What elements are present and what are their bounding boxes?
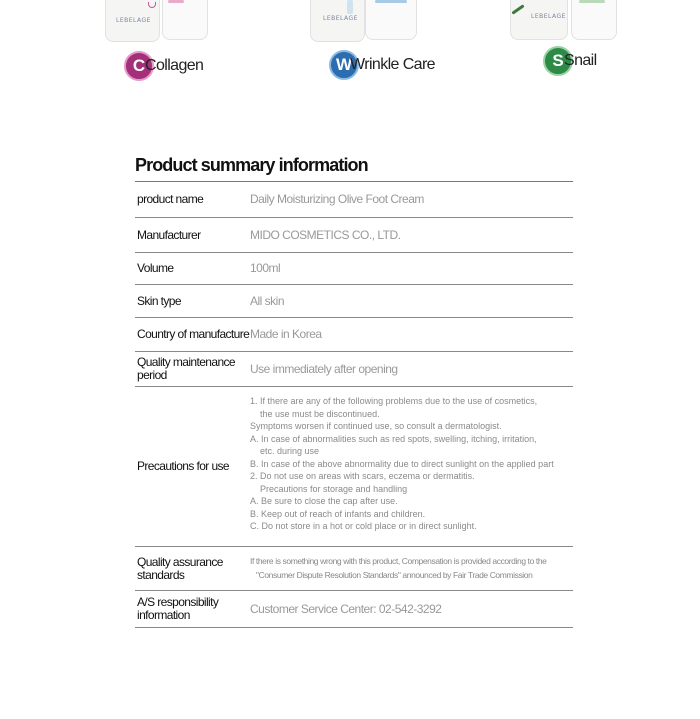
row-value: All skin <box>250 293 285 308</box>
tube-accent <box>375 0 407 3</box>
row-quality-maintenance-period <box>135 352 573 387</box>
row-label: product name <box>137 192 204 206</box>
row-value: MIDO COSMETICS CO., LTD. <box>250 227 401 242</box>
product-collagen <box>100 0 220 90</box>
row-label: Volume <box>137 261 174 275</box>
precaution-line: A. In case of abnormalities such as red spots, swelling, itching, irritation, <box>250 433 537 444</box>
row-precautions-for-use <box>135 387 573 547</box>
quality-assurance-line: If there is something wrong with this product, Compensation is provided according to the <box>250 556 547 566</box>
row-value: Use immediately after opening <box>250 361 398 376</box>
precaution-line: the use must be discontinued. <box>260 408 380 419</box>
tube-accent <box>579 0 605 3</box>
badge-circle: W <box>329 50 359 80</box>
row-quality-assurance-standards <box>135 547 573 591</box>
tube-accent <box>347 0 353 14</box>
precaution-line: B. Keep out of reach of infants and children. <box>250 508 426 519</box>
badge-wrinkle-care <box>329 50 435 80</box>
row-value: 100ml <box>250 261 281 275</box>
row-country-of-manufacture <box>135 318 573 352</box>
row-label: A/S responsibility information <box>137 595 219 622</box>
precautions-text <box>250 387 573 546</box>
tube-brand-label: LEBELAGE <box>531 13 566 20</box>
badge-circle: S <box>543 46 573 76</box>
product-tube <box>310 0 365 42</box>
precaution-line: B. In case of the above abnormality due to direct sunlight on the applied part <box>250 458 554 469</box>
quality-assurance-line: "Consumer Dispute Resolution Standards" announced by Fair Trade Commission <box>256 570 533 580</box>
row-skin-type <box>135 285 573 318</box>
product-strip <box>0 0 700 95</box>
tube-brand-label: LEBELAGE <box>116 17 151 24</box>
precaution-line: Symptoms worsen if continued use, so consult a dermatologist. <box>250 421 502 431</box>
badge-label: Wrinkle Care <box>350 56 435 73</box>
summary-title: Product summary information <box>135 154 573 182</box>
precaution-line: 1. If there are any of the following problems due to the use of cosmetics, <box>250 396 538 406</box>
row-value: Customer Service Center: 02-542-3292 <box>250 601 442 616</box>
row-label: Country of manufacture <box>137 327 250 341</box>
row-value: Made in Korea <box>250 327 322 341</box>
badge-label: Snail <box>564 52 597 69</box>
quality-assurance-text <box>250 547 573 590</box>
badge-collagen <box>124 51 203 81</box>
precaution-line: etc. during use <box>260 446 320 456</box>
row-label: Skin type <box>137 293 181 308</box>
row-label: Quality assurance standards <box>137 554 223 582</box>
row-label: Manufacturer <box>137 227 201 242</box>
badge-snail <box>543 46 597 76</box>
tube-brand-label: LEBELAGE <box>323 15 358 22</box>
row-label: Precautions for use <box>137 459 229 473</box>
product-wrinkle-care <box>305 0 435 90</box>
badge-label: Collagen <box>145 57 204 74</box>
row-as-responsibility-information <box>135 591 573 628</box>
precaution-line: A. Be sure to close the cap after use. <box>250 496 398 506</box>
product-tube-back <box>162 0 208 40</box>
tube-accent <box>168 0 184 3</box>
row-value: Daily Moisturizing Olive Foot Cream <box>250 192 424 206</box>
row-manufacturer <box>135 218 573 253</box>
product-tube-back <box>365 0 417 40</box>
row-volume <box>135 253 573 285</box>
precaution-line: Precautions for storage and handling <box>260 483 408 494</box>
row-product-name <box>135 182 573 218</box>
precaution-line: 2. Do not use on areas with scars, eczema or dermatitis. <box>250 471 475 481</box>
precaution-line: C. Do not store in a hot or cold place or in direct sunlight. <box>250 521 477 531</box>
badge-circle: C <box>124 51 154 81</box>
product-snail <box>505 0 625 90</box>
product-tube-back <box>571 0 617 40</box>
row-label: Quality maintenance period <box>137 355 235 382</box>
product-summary <box>135 154 573 628</box>
